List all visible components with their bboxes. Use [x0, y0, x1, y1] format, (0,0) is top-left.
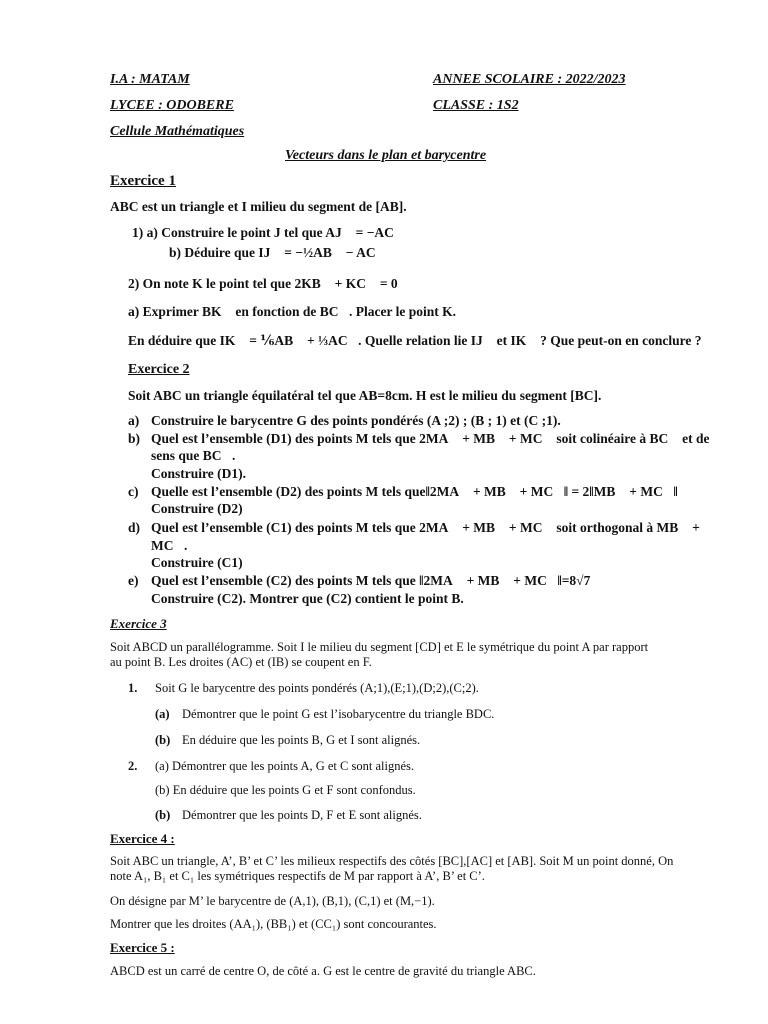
- school-year: ANNEE SCOLAIRE : 2022/2023: [433, 72, 626, 87]
- exercise-1-heading: Exercice 1: [110, 173, 176, 189]
- exercise-3-q1-label: 1.: [128, 681, 138, 695]
- page-title: Vecteurs dans le plan et barycentre: [285, 148, 487, 163]
- exercise-2-b-line3: Construire (D1).: [151, 466, 246, 481]
- exercise-2-e-line2: Construire (C2). Montrer que (C2) contient le point B.: [151, 591, 464, 606]
- ia-label: I.A : MATAM: [110, 72, 190, 87]
- exercise-2-d-line2: MC⃗.: [151, 538, 188, 553]
- exercise-3-q2a: (a) Démontrer que les points A, G et C sont alignés.: [155, 759, 414, 773]
- exercise-3-q2c-label: (b): [155, 808, 171, 822]
- exercise-1-q2: 2) On note K le point tel que 2KB⃗ + KC⃗ = 0⃗: [128, 276, 409, 291]
- exercise-2-d-label: d): [128, 520, 141, 535]
- exercise-1-q1b: b) Déduire que IJ⃗ = −½AB⃗ − AC⃗: [169, 245, 387, 260]
- exercise-1-q2a: a) Exprimer BK⃗ en fonction de BC⃗. Placer le point K.: [128, 304, 456, 319]
- exercise-4-line2: note A₁, B₁ et C₁ les symétriques respectifs de M par rapport à A’, B’ et C’.: [110, 869, 485, 883]
- exercise-4-heading: Exercice 4 :: [110, 831, 175, 846]
- lycee-label: LYCEE : ODOBERE: [110, 98, 234, 113]
- exercise-3-q1b: En déduire que les points B, G et I sont alignés.: [182, 733, 421, 747]
- exercise-2-c-line1: Quelle est l’ensemble (D2) des points M tels que‖2MA⃗ + MB⃗ + MC⃗‖ = 2‖MB⃗ + MC⃗‖: [151, 484, 678, 499]
- exercise-3-q2c: Démontrer que les points D, F et E sont alignés.: [182, 808, 422, 822]
- exercise-3-heading: Exercice 3: [110, 616, 167, 631]
- exercise-2-b-label: b): [128, 431, 141, 446]
- exercise-5-line1: ABCD est un carré de centre O, de côté a. G est le centre de gravité du triangle ABC.: [110, 964, 536, 978]
- exercise-3-q2b: (b) En déduire que les points G et F sont confondus.: [155, 783, 416, 797]
- exercise-4-line1: Soit ABC un triangle, A’, B’ et C’ les milieux respectifs des côtés [BC],[AC] et [AB]. Soit M un point donné, On: [110, 854, 674, 868]
- exercise-1-q1a: 1) a) Construire le point J tel que AJ⃗ = −AC⃗: [132, 225, 405, 240]
- exercise-2-e-label: e): [128, 573, 139, 588]
- classe-label: CLASSE : 1S2: [433, 98, 519, 113]
- exercise-3-q2-label: 2.: [128, 759, 138, 773]
- exercise-3-intro-line2: au point B. Les droites (AC) et (IB) se coupent en F.: [110, 655, 372, 669]
- exercise-2-a: Construire le barycentre G des points pondérés (A ;2) ; (B ; 1) et (C ;1).: [151, 413, 561, 428]
- exercise-2-heading: Exercice 2: [128, 362, 190, 377]
- cellule-label: Cellule Mathématiques: [110, 124, 245, 139]
- exercise-2-e-line1: Quel est l’ensemble (C2) des points M tels que ‖2MA⃗ + MB⃗ + MC⃗‖=8√7: [151, 573, 591, 588]
- exercise-2-b-line2: sens que BC⃗.: [151, 448, 236, 463]
- exercise-2-c-line2: Construire (D2): [151, 501, 243, 516]
- exercise-3-intro-line1: Soit ABCD un parallélogramme. Soit I le milieu du segment [CD] et E le symétrique du point A par rapport: [110, 640, 649, 654]
- exercise-1-intro: ABC est un triangle et I milieu du segment de [AB].: [110, 199, 407, 214]
- exercise-3-q1: Soit G le barycentre des points pondérés (A;1),(E;1),(D;2),(C;2).: [155, 681, 479, 695]
- exercise-2-d-line3: Construire (C1): [151, 555, 243, 570]
- exercise-4-line4: Montrer que les droites (AA₁), (BB₁) et (CC₁) sont concourantes.: [110, 917, 437, 931]
- exercise-5-heading: Exercice 5 :: [110, 940, 175, 955]
- exercise-2-b-line1: Quel est l’ensemble (D1) des points M tels que 2MA⃗ + MB⃗ + MC⃗ soit colinéaire à BC⃗ et de: [151, 431, 710, 446]
- exercise-4-line3: On désigne par M’ le barycentre de (A,1), (B,1), (C,1) et (M,−1).: [110, 894, 435, 908]
- exercise-2-c-label: c): [128, 484, 139, 499]
- exercise-3-q1a: Démontrer que le point G est l’isobarycentre du triangle BDC.: [182, 707, 495, 721]
- exercise-1-q2b: En déduire que IK⃗ = ⅙AB⃗ + ⅓AC⃗. Quelle relation lie IJ⃗ et IK⃗ ? Que peut-on en conclure ?: [128, 333, 702, 348]
- exercise-2-d-line1: Quel est l’ensemble (C1) des points M tels que 2MA⃗ + MB⃗ + MC⃗ soit orthogonal à MB⃗ +: [151, 520, 700, 535]
- exercise-3-q1b-label: (b): [155, 733, 171, 747]
- exercise-2-intro: Soit ABC un triangle équilatéral tel que AB=8cm. H est le milieu du segment [BC].: [128, 388, 602, 403]
- exercise-2-a-label: a): [128, 413, 140, 428]
- exercise-3-q1a-label: (a): [155, 707, 170, 721]
